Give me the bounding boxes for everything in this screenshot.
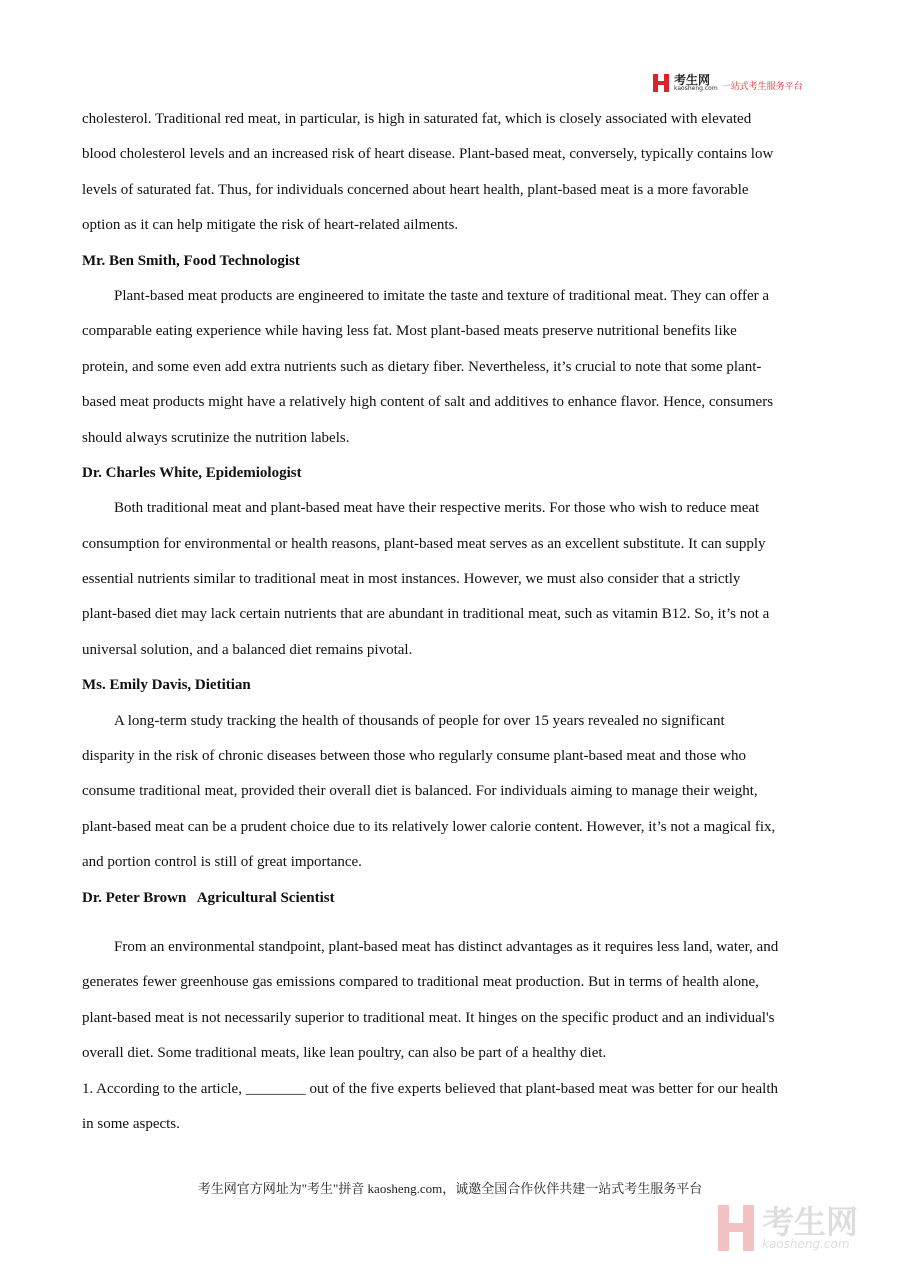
p2-line-4: plant-based diet may lack certain nutrients that are abundant in traditional meat, such as vitamin B12. So, it’s not a [82, 606, 770, 623]
p0-line-3: levels of saturated fat. Thus, for individuals concerned about heart health, plant-based meat is a more favorable [82, 181, 749, 198]
p3-line-3: consume traditional meat, provided their overall diet is balanced. For individuals aiming to manage their weight, [82, 783, 758, 800]
watermark-cn: 考生网 [762, 1203, 859, 1241]
p0-line-4: option as it can help mitigate the risk of heart-related ailments. [82, 217, 459, 234]
logo-text [674, 74, 718, 92]
expert-heading-ben-smith: Mr. Ben Smith, Food Technologist [82, 252, 300, 269]
question-1-line-1: 1. According to the article, ________ out of the five experts believed that plant-based meat was better for our health [82, 1080, 779, 1097]
p1-line-2: comparable eating experience while having less fat. Most plant-based meats preserve nutritional benefits like [82, 323, 737, 340]
p4-line-1: From an environmental standpoint, plant-based meat has distinct advantages as it requires less land, water, and [114, 938, 779, 955]
expert-heading-peter-brown: Dr. Peter Brown Agricultural Scientist [82, 889, 335, 906]
p3-line-4: plant-based meat can be a prudent choice due to its relatively lower calorie content. However, it’s not a magical fix, [82, 818, 776, 835]
kaosheng-logo-icon [653, 74, 671, 92]
expert-heading-emily-davis: Ms. Emily Davis, Dietitian [82, 677, 251, 694]
p0-line-2: blood cholesterol levels and an increased risk of heart disease. Plant-based meat, conversely, typically contains low [82, 146, 774, 163]
header-logo [653, 72, 803, 94]
p2-line-1: Both traditional meat and plant-based meat have their respective merits. For those who wish to reduce meat [114, 500, 760, 517]
p3-line-1: A long-term study tracking the health of thousands of people for over 15 years revealed no significant [114, 712, 725, 729]
p0-line-1: cholesterol. Traditional red meat, in particular, is high in saturated fat, which is closely associated with elevated [82, 111, 752, 127]
p4-line-3: plant-based meat is not necessarily superior to traditional meat. It hinges on the specific product and an individual's [82, 1009, 775, 1026]
paragraph-gap [82, 916, 822, 930]
p2-line-3: essential nutrients similar to traditional meat in most instances. However, we must also consider that a strictly [82, 571, 741, 588]
question-1-line-2: in some aspects. [82, 1115, 180, 1132]
p3-line-2: disparity in the risk of chronic diseases between those who regularly consume plant-based meat and those who [82, 748, 746, 765]
logo-en: kaosheng.com [674, 85, 718, 92]
logo-slogan: 一站式考生服务平台 [721, 81, 803, 92]
watermark-logo-icon [718, 1205, 756, 1251]
watermark-en: kaosheng.com [762, 1237, 850, 1251]
document-body [82, 102, 822, 1142]
p2-line-5: universal solution, and a balanced diet remains pivotal. [82, 641, 413, 658]
watermark [718, 1205, 858, 1251]
footer-text: 考生网官方网址为"考生"拼音 kaosheng.com，诚邀全国合作伙伴共建一站式考生服务平台 [197, 1181, 703, 1196]
p1-line-1: Plant-based meat products are engineered to imitate the taste and texture of traditional meat. They can offer a [114, 287, 770, 304]
watermark-text [762, 1203, 859, 1251]
expert-heading-charles-white: Dr. Charles White, Epidemiologist [82, 464, 302, 481]
p1-line-5: should always scrutinize the nutrition labels. [82, 429, 350, 446]
p3-line-5: and portion control is still of great importance. [82, 854, 362, 871]
logo-cn: 考生网 [674, 73, 711, 87]
p1-line-3: protein, and some even add extra nutrients such as dietary fiber. Nevertheless, it’s crucial to note that some plant- [82, 358, 762, 375]
p1-line-4: based meat products might have a relatively high content of salt and additives to enhance flavor. Hence, consumers [82, 394, 774, 411]
p4-line-4: overall diet. Some traditional meats, like lean poultry, can also be part of a healthy diet. [82, 1045, 607, 1062]
p2-line-2: consumption for environmental or health reasons, plant-based meat serves as an excellent substitute. It can supply [82, 535, 766, 552]
p4-line-2: generates fewer greenhouse gas emissions compared to traditional meat production. But in terms of health alone, [82, 974, 759, 991]
